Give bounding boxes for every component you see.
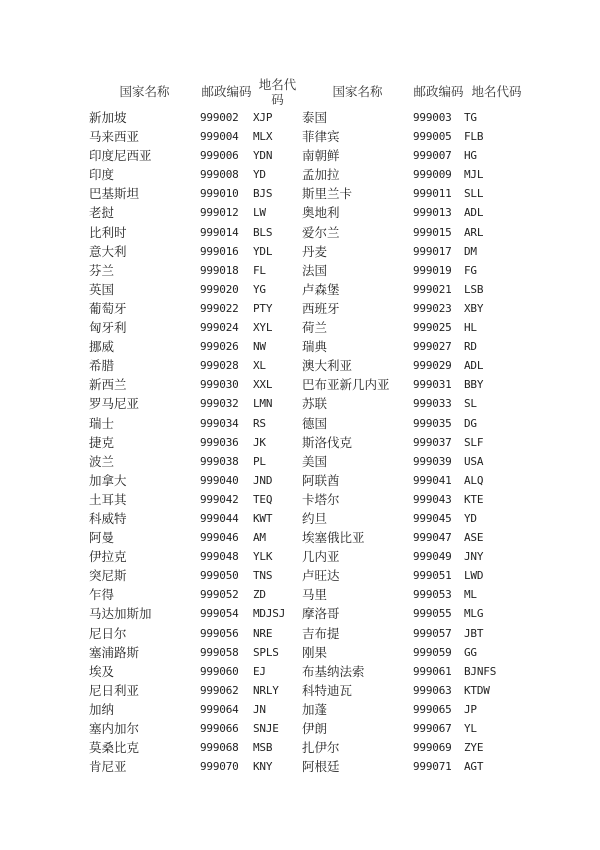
postal-code-cell: 999055 xyxy=(413,607,452,621)
postal-code-cell: 999007 xyxy=(413,149,452,163)
table-row xyxy=(89,566,529,585)
country-name-cell: 加蓬 xyxy=(302,701,328,717)
country-name-cell: 吉布提 xyxy=(302,625,340,641)
country-name-cell: 埃塞俄比亚 xyxy=(302,530,365,546)
place-code-cell: FG xyxy=(464,263,477,277)
country-name-cell: 肯尼亚 xyxy=(89,759,127,775)
place-code-cell: JN xyxy=(253,702,266,716)
country-name-cell: 意大利 xyxy=(89,243,127,259)
place-code-cell: FL xyxy=(253,263,266,277)
country-name-cell: 加纳 xyxy=(89,701,115,717)
table-row xyxy=(89,452,529,471)
country-name-cell: 匈牙利 xyxy=(89,320,127,336)
postal-code-cell: 999053 xyxy=(413,588,452,602)
postal-code-cell: 999009 xyxy=(413,168,452,182)
country-name-cell: 新西兰 xyxy=(89,377,127,393)
postal-code-cell: 999058 xyxy=(200,645,239,659)
table-row xyxy=(89,700,529,719)
postal-code-cell: 999037 xyxy=(413,435,452,449)
country-name-cell: 巴基斯坦 xyxy=(89,186,140,202)
country-name-cell: 法国 xyxy=(302,262,328,278)
place-code-cell: XJP xyxy=(253,111,273,124)
place-code-cell: MJL xyxy=(464,168,484,182)
country-name-cell: 乍得 xyxy=(89,587,115,603)
table-row xyxy=(89,433,529,452)
country-name-cell: 英国 xyxy=(89,281,115,297)
country-name-cell: 埃及 xyxy=(89,663,115,679)
place-code-cell: USA xyxy=(464,454,484,468)
country-name-cell: 卢旺达 xyxy=(302,568,340,584)
table-header-row xyxy=(89,75,529,108)
place-code-cell: AGT xyxy=(464,760,484,774)
postal-code-cell: 999070 xyxy=(200,760,239,774)
country-name-cell: 突尼斯 xyxy=(89,568,127,584)
postal-code-cell: 999004 xyxy=(200,130,239,144)
country-name-cell: 罗马尼亚 xyxy=(89,396,140,412)
country-name-cell: 莫桑比克 xyxy=(89,740,140,756)
table-row xyxy=(89,261,529,280)
table-row xyxy=(89,242,529,261)
table-row xyxy=(89,184,529,203)
table-row xyxy=(89,108,529,127)
place-code-cell: ML xyxy=(464,588,477,602)
table-row xyxy=(89,509,529,528)
country-name-cell: 比利时 xyxy=(89,224,127,240)
table-row xyxy=(89,223,529,242)
place-code-cell: JND xyxy=(253,473,273,487)
country-name-cell: 南朝鲜 xyxy=(302,148,340,164)
postal-code-cell: 999008 xyxy=(200,168,239,182)
country-name-cell: 伊朗 xyxy=(302,721,328,736)
postal-code-cell: 999044 xyxy=(200,511,239,525)
place-code-cell: FLB xyxy=(464,130,484,144)
place-code-cell: DM xyxy=(464,244,477,258)
postal-code-cell: 999011 xyxy=(413,187,452,201)
place-code-cell: MLX xyxy=(253,130,273,144)
postal-code-table xyxy=(89,75,529,776)
table-row xyxy=(89,414,529,433)
country-name-cell: 科威特 xyxy=(89,510,127,526)
postal-code-cell: 999031 xyxy=(413,378,452,392)
country-name-cell: 希腊 xyxy=(89,358,115,374)
postal-code-cell: 999059 xyxy=(413,645,452,659)
postal-code-cell: 999027 xyxy=(413,340,452,354)
place-code-cell: JK xyxy=(253,435,266,449)
place-code-cell: ALQ xyxy=(464,473,484,487)
country-name-cell: 巴布亚新几内亚 xyxy=(302,377,390,393)
place-code-cell: LMN xyxy=(253,397,273,411)
place-code-cell: KTE xyxy=(464,492,484,506)
postal-code-cell: 999010 xyxy=(200,187,239,201)
country-name-cell: 塞浦路斯 xyxy=(89,644,140,660)
country-name-cell: 卢森堡 xyxy=(302,281,340,297)
table-row xyxy=(89,662,529,681)
country-name-cell: 波兰 xyxy=(89,453,115,469)
place-code-cell: SLL xyxy=(464,187,484,201)
postal-code-cell: 999064 xyxy=(200,702,239,716)
postal-code-cell: 999006 xyxy=(200,149,239,163)
place-code-cell: XBY xyxy=(464,301,484,315)
country-name-cell: 摩洛哥 xyxy=(302,606,340,622)
table-row xyxy=(89,643,529,662)
country-name-cell: 丹麦 xyxy=(302,243,328,259)
postal-code-cell: 999039 xyxy=(413,454,452,468)
country-name-cell: 挪威 xyxy=(89,339,115,355)
header-postal-code-left: 邮政编码 xyxy=(201,84,252,99)
country-name-cell: 约旦 xyxy=(302,510,328,526)
country-name-cell: 葡萄牙 xyxy=(89,300,127,316)
country-name-cell: 加拿大 xyxy=(89,472,127,488)
country-name-cell: 捷克 xyxy=(89,434,115,450)
postal-code-cell: 999041 xyxy=(413,473,452,487)
country-name-cell: 菲律宾 xyxy=(302,129,340,145)
table-row xyxy=(89,146,529,165)
country-name-cell: 瑞典 xyxy=(302,339,328,355)
table-row xyxy=(89,490,529,509)
place-code-cell: NRE xyxy=(253,626,273,640)
place-code-cell: JNY xyxy=(464,550,484,564)
table-row xyxy=(89,471,529,490)
country-name-cell: 刚果 xyxy=(302,644,328,660)
country-name-cell: 德国 xyxy=(302,415,328,431)
postal-code-cell: 999026 xyxy=(200,340,239,354)
postal-code-cell: 999029 xyxy=(413,359,452,373)
postal-code-cell: 999052 xyxy=(200,588,239,602)
postal-code-cell: 999035 xyxy=(413,416,452,430)
place-code-cell: ZYE xyxy=(464,741,484,755)
postal-code-cell: 999024 xyxy=(200,321,239,335)
place-code-cell: BLS xyxy=(253,225,273,239)
table-row xyxy=(89,547,529,566)
country-name-cell: 西班牙 xyxy=(302,300,340,316)
postal-code-cell: 999021 xyxy=(413,282,452,296)
place-code-cell: TEQ xyxy=(253,492,273,506)
postal-code-cell: 999020 xyxy=(200,282,239,296)
place-code-cell: YL xyxy=(464,722,477,735)
country-name-cell: 布基纳法索 xyxy=(302,663,365,679)
postal-code-cell: 999071 xyxy=(413,760,452,774)
postal-code-cell: 999018 xyxy=(200,263,239,277)
postal-code-cell: 999003 xyxy=(413,111,452,124)
postal-code-cell: 999015 xyxy=(413,225,452,239)
postal-code-cell: 999062 xyxy=(200,683,239,697)
place-code-cell: YD xyxy=(464,511,477,525)
place-code-cell: LSB xyxy=(464,282,484,296)
country-name-cell: 印度尼西亚 xyxy=(89,148,152,164)
place-code-cell: XL xyxy=(253,359,266,373)
table-row xyxy=(89,165,529,184)
table-row xyxy=(89,356,529,375)
header-postal-code-right: 邮政编码 xyxy=(413,84,464,99)
table-row xyxy=(89,528,529,547)
country-name-cell: 斯洛伐克 xyxy=(302,434,353,450)
table-row xyxy=(89,394,529,413)
country-name-cell: 澳大利亚 xyxy=(302,358,353,374)
postal-code-cell: 999066 xyxy=(200,722,239,735)
country-name-cell: 新加坡 xyxy=(89,110,127,125)
country-name-cell: 卡塔尔 xyxy=(302,491,340,507)
place-code-cell: ADL xyxy=(464,359,484,373)
country-name-cell: 几内亚 xyxy=(302,549,340,565)
table-row xyxy=(89,203,529,222)
table-row xyxy=(89,585,529,604)
country-name-cell: 尼日利亚 xyxy=(89,682,140,698)
place-code-cell: YDL xyxy=(253,244,273,258)
table-row xyxy=(89,337,529,356)
postal-code-cell: 999034 xyxy=(200,416,239,430)
place-code-cell: JBT xyxy=(464,626,484,640)
place-code-cell: LWD xyxy=(464,569,484,583)
place-code-cell: SLF xyxy=(464,435,484,449)
place-code-cell: YLK xyxy=(253,550,273,564)
postal-code-cell: 999060 xyxy=(200,664,239,678)
place-code-cell: BBY xyxy=(464,378,484,392)
table-row xyxy=(89,738,529,757)
place-code-cell: HG xyxy=(464,149,477,163)
country-name-cell: 阿曼 xyxy=(89,530,115,546)
place-code-cell: SL xyxy=(464,397,477,411)
place-code-cell: PTY xyxy=(253,301,273,315)
place-code-cell: BJNFS xyxy=(464,664,497,678)
postal-code-cell: 999032 xyxy=(200,397,239,411)
table-row xyxy=(89,127,529,146)
table-row xyxy=(89,604,529,623)
country-name-cell: 伊拉克 xyxy=(89,549,127,565)
postal-code-cell: 999030 xyxy=(200,378,239,392)
country-name-cell: 芬兰 xyxy=(89,262,115,278)
place-code-cell: GG xyxy=(464,645,477,659)
table-row xyxy=(89,280,529,299)
country-name-cell: 阿联酋 xyxy=(302,472,340,488)
postal-code-cell: 999038 xyxy=(200,454,239,468)
postal-code-cell: 999025 xyxy=(413,321,452,335)
postal-code-cell: 999054 xyxy=(200,607,239,621)
country-name-cell: 马达加斯加 xyxy=(89,606,152,622)
place-code-cell: XYL xyxy=(253,321,273,335)
table-row xyxy=(89,299,529,318)
postal-code-cell: 999065 xyxy=(413,702,452,716)
header-country-name-right: 国家名称 xyxy=(332,84,383,99)
place-code-cell: TNS xyxy=(253,569,273,583)
place-code-cell: DG xyxy=(464,416,477,430)
table-row xyxy=(89,318,529,337)
place-code-cell: YD xyxy=(253,168,266,182)
postal-code-cell: 999002 xyxy=(200,111,239,124)
table-row xyxy=(89,624,529,643)
table-row xyxy=(89,375,529,394)
place-code-cell: RS xyxy=(253,416,266,430)
postal-code-cell: 999017 xyxy=(413,244,452,258)
place-code-cell: ASE xyxy=(464,531,484,545)
postal-code-cell: 999047 xyxy=(413,531,452,545)
postal-code-cell: 999061 xyxy=(413,664,452,678)
country-name-cell: 土耳其 xyxy=(89,491,127,507)
place-code-cell: ADL xyxy=(464,206,484,220)
place-code-cell: MLG xyxy=(464,607,484,621)
place-code-cell: EJ xyxy=(253,664,266,678)
country-name-cell: 尼日尔 xyxy=(89,625,127,641)
place-code-cell: KNY xyxy=(253,760,273,774)
place-code-cell: YG xyxy=(253,282,266,296)
postal-code-cell: 999063 xyxy=(413,683,452,697)
country-name-cell: 奥地利 xyxy=(302,205,340,221)
country-name-cell: 马里 xyxy=(302,587,328,603)
postal-code-cell: 999033 xyxy=(413,397,452,411)
country-name-cell: 美国 xyxy=(302,453,328,469)
place-code-cell: AM xyxy=(253,531,266,545)
place-code-cell: KTDW xyxy=(464,683,490,697)
postal-code-cell: 999014 xyxy=(200,225,239,239)
place-code-cell: XXL xyxy=(253,378,273,392)
postal-code-cell: 999012 xyxy=(200,206,239,220)
country-name-cell: 爱尔兰 xyxy=(302,224,340,240)
postal-code-cell: 999057 xyxy=(413,626,452,640)
country-name-cell: 阿根廷 xyxy=(302,759,340,775)
place-code-cell: BJS xyxy=(253,187,273,201)
place-code-cell: RD xyxy=(464,340,477,354)
postal-code-cell: 999022 xyxy=(200,301,239,315)
country-name-cell: 荷兰 xyxy=(302,320,328,336)
postal-code-cell: 999046 xyxy=(200,531,239,545)
country-name-cell: 瑞士 xyxy=(89,415,115,431)
place-code-cell: NW xyxy=(253,340,266,354)
postal-code-cell: 999023 xyxy=(413,301,452,315)
postal-code-cell: 999067 xyxy=(413,722,452,735)
place-code-cell: PL xyxy=(253,454,266,468)
country-name-cell: 老挝 xyxy=(89,205,115,221)
postal-code-cell: 999045 xyxy=(413,511,452,525)
country-name-cell: 塞内加尔 xyxy=(89,721,140,736)
postal-code-cell: 999056 xyxy=(200,626,239,640)
place-code-cell: ARL xyxy=(464,225,484,239)
country-name-cell: 科特迪瓦 xyxy=(302,682,353,698)
postal-code-cell: 999005 xyxy=(413,130,452,144)
country-name-cell: 泰国 xyxy=(302,110,328,125)
place-code-cell: YDN xyxy=(253,149,273,163)
place-code-cell: MSB xyxy=(253,741,273,755)
postal-code-cell: 999068 xyxy=(200,741,239,755)
table-row xyxy=(89,681,529,700)
place-code-cell: LW xyxy=(253,206,266,220)
postal-code-cell: 999019 xyxy=(413,263,452,277)
country-name-cell: 孟加拉 xyxy=(302,167,340,183)
table-row xyxy=(89,757,529,776)
postal-code-cell: 999028 xyxy=(200,359,239,373)
postal-code-cell: 999050 xyxy=(200,569,239,583)
postal-code-cell: 999036 xyxy=(200,435,239,449)
table-body xyxy=(89,108,529,776)
place-code-cell: MDJSJ xyxy=(253,607,286,621)
postal-code-cell: 999013 xyxy=(413,206,452,220)
postal-code-cell: 999016 xyxy=(200,244,239,258)
header-country-name-left: 国家名称 xyxy=(119,84,170,99)
postal-code-cell: 999042 xyxy=(200,492,239,506)
postal-code-cell: 999049 xyxy=(413,550,452,564)
country-name-cell: 马来西亚 xyxy=(89,129,140,145)
country-name-cell: 扎伊尔 xyxy=(302,740,340,756)
postal-code-cell: 999040 xyxy=(200,473,239,487)
place-code-cell: ZD xyxy=(253,588,266,602)
country-name-cell: 印度 xyxy=(89,167,115,183)
header-place-code-left: 地名代码 xyxy=(258,76,297,107)
place-code-cell: SPLS xyxy=(253,645,279,659)
place-code-cell: JP xyxy=(464,702,477,716)
table-row xyxy=(89,719,529,738)
country-name-cell: 斯里兰卡 xyxy=(302,186,353,202)
postal-code-cell: 999051 xyxy=(413,569,452,583)
place-code-cell: KWT xyxy=(253,511,273,525)
place-code-cell: HL xyxy=(464,321,477,335)
postal-code-cell: 999069 xyxy=(413,741,452,755)
place-code-cell: SNJE xyxy=(253,722,279,735)
header-place-code-right: 地名代码 xyxy=(471,84,522,99)
place-code-cell: NRLY xyxy=(253,683,279,697)
country-name-cell: 苏联 xyxy=(302,396,328,412)
place-code-cell: TG xyxy=(464,111,477,124)
postal-code-cell: 999043 xyxy=(413,492,452,506)
postal-code-cell: 999048 xyxy=(200,550,239,564)
